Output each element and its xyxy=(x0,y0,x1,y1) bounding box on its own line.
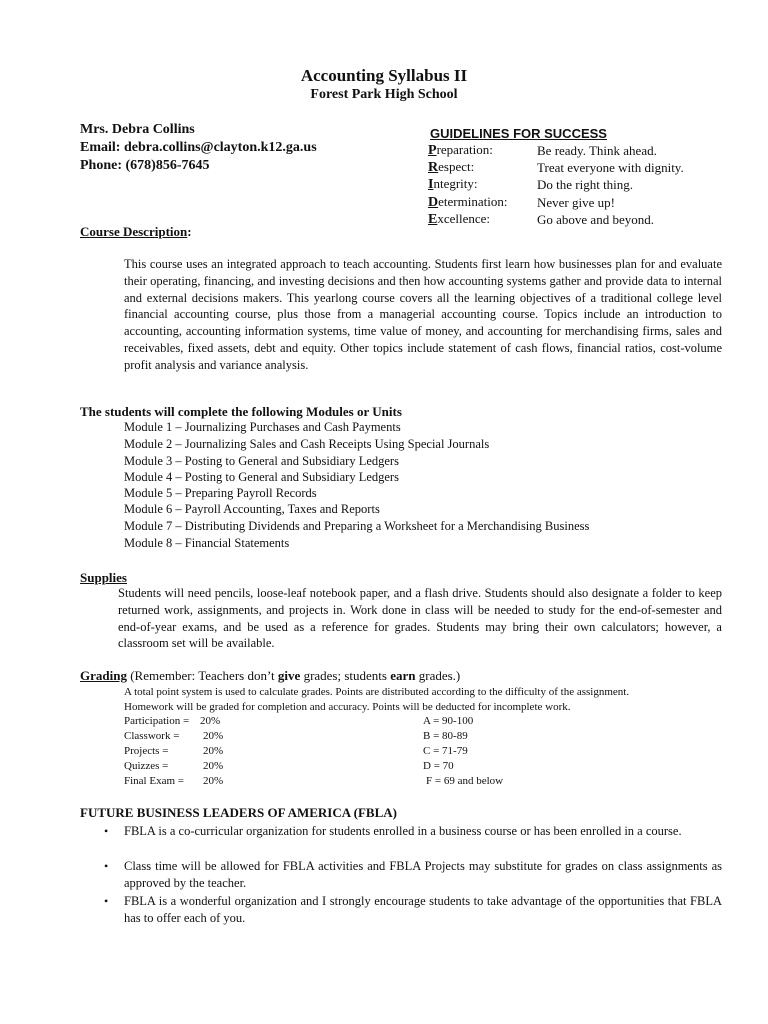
grade-scale-item: B = 80-89 xyxy=(423,730,468,742)
guideline-key: Determination: xyxy=(428,194,508,210)
module-item: Module 6 – Payroll Accounting, Taxes and Reports xyxy=(124,502,380,516)
weight-value: 20% xyxy=(203,760,224,772)
weight-label: Classwork = xyxy=(124,730,180,742)
course-description-heading: Course Description: xyxy=(80,224,192,239)
fbla-bullet-text: FBLA is a co-curricular organization for students enrolled in a business course or has been enrolled in a course. xyxy=(124,824,682,838)
bullet-icon: • xyxy=(104,859,109,873)
module-item: Module 8 – Financial Statements xyxy=(124,536,290,550)
weight-label: Participation = xyxy=(124,715,190,727)
modules-heading: The students will complete the following Modules or Units xyxy=(80,404,402,419)
module-item: Module 1 – Journalizing Purchases and Cash Payments xyxy=(124,420,401,434)
fbla-heading: FUTURE BUSINESS LEADERS OF AMERICA (FBLA) xyxy=(80,805,397,820)
module-item: Module 5 – Preparing Payroll Records xyxy=(124,486,317,500)
guideline-value: Treat everyone with dignity. xyxy=(537,160,684,175)
module-item: Module 3 – Posting to General and Subsidiary Ledgers xyxy=(124,454,399,468)
grading-heading: Grading (Remember: Teachers don’t give grades; students earn grades.) xyxy=(80,668,461,683)
fbla-bullet-text: FBLA is a wonderful organization and I strongly encourage students to take advantage of the opportunities that FBLA has to offer each of you. xyxy=(124,894,722,925)
school-name: Forest Park High School xyxy=(310,87,458,102)
guideline-value: Go above and beyond. xyxy=(537,212,654,227)
bullet-icon: • xyxy=(104,824,109,838)
weight-label: Quizzes = xyxy=(124,760,169,772)
teacher-phone: Phone: (678)856-7645 xyxy=(80,158,210,173)
weight-value: 20% xyxy=(203,730,224,742)
grade-scale-item: A = 90-100 xyxy=(423,715,474,727)
weight-value: 20% xyxy=(203,745,224,757)
grade-scale-item: D = 70 xyxy=(423,760,454,772)
guideline-key: Respect: xyxy=(428,159,475,175)
guidelines-title: GUIDELINES FOR SUCCESS xyxy=(430,126,607,141)
module-item: Module 2 – Journalizing Sales and Cash Receipts Using Special Journals xyxy=(124,437,490,451)
guideline-value: Do the right thing. xyxy=(537,177,634,192)
module-item: Module 4 – Posting to General and Subsidiary Ledgers xyxy=(124,470,399,484)
teacher-email: Email: debra.collins@clayton.k12.ga.us xyxy=(80,140,317,155)
grade-scale-item: C = 71-79 xyxy=(423,745,468,757)
supplies-heading: Supplies xyxy=(80,570,127,585)
grade-scale-item: F = 69 and below xyxy=(426,775,504,787)
guideline-value: Never give up! xyxy=(537,195,615,210)
guideline-value: Be ready. Think ahead. xyxy=(537,143,657,158)
bullet-icon: • xyxy=(104,894,109,908)
teacher-name: Mrs. Debra Collins xyxy=(80,122,195,137)
module-item: Module 7 – Distributing Dividends and Preparing a Worksheet for a Merchandising Business xyxy=(124,519,590,533)
guideline-key: Integrity: xyxy=(428,176,478,192)
supplies-text: Students will need pencils, loose-leaf notebook paper, and a flash drive. Students should also designate a folder to keep returned work, assignments, and projects in. Work done in class will be needed to study for the end-of-semester and end-of-year exams, and be used as a reference for grades. Students may bring their own calculators; however, a classroom set will be available. xyxy=(118,586,722,651)
course-description-text: This course uses an integrated approach to teach accounting. Students first learn how businesses plan for and evaluate their operating, financing, and investing decisions and then how accounting systems gather and provide data to internal and external decisions makers. This yearlong course covers all the learning objectives of a traditional college level financial accounting course, plus those from a managerial accounting course. Topics include an introduction to accounting, accounting information systems, time value of money, and accounting for merchandising firms, sales and receivables, fixed assets, debt and equity. Other topics include statement of cash flows, financial ratios, cost-volume profit analysis and variance analysis. xyxy=(124,257,722,372)
grading-line: A total point system is used to calculate grades. Points are distributed according to the difficulty of the assignment. xyxy=(124,686,630,698)
grading-line: Homework will be graded for completion and accuracy. Points will be deducted for incomplete work. xyxy=(124,701,571,713)
weight-label: Final Exam = xyxy=(124,775,184,787)
guideline-key: Preparation: xyxy=(428,142,493,158)
weight-value: 20% xyxy=(200,715,221,727)
guideline-key: Excellence: xyxy=(428,211,491,227)
fbla-bullet-text: Class time will be allowed for FBLA activities and FBLA Projects may substitute for grades on class assignments as approved by the teacher. xyxy=(124,859,722,890)
weight-value: 20% xyxy=(203,775,224,787)
weight-label: Projects = xyxy=(124,745,169,757)
document-title: Accounting Syllabus II xyxy=(300,66,468,85)
